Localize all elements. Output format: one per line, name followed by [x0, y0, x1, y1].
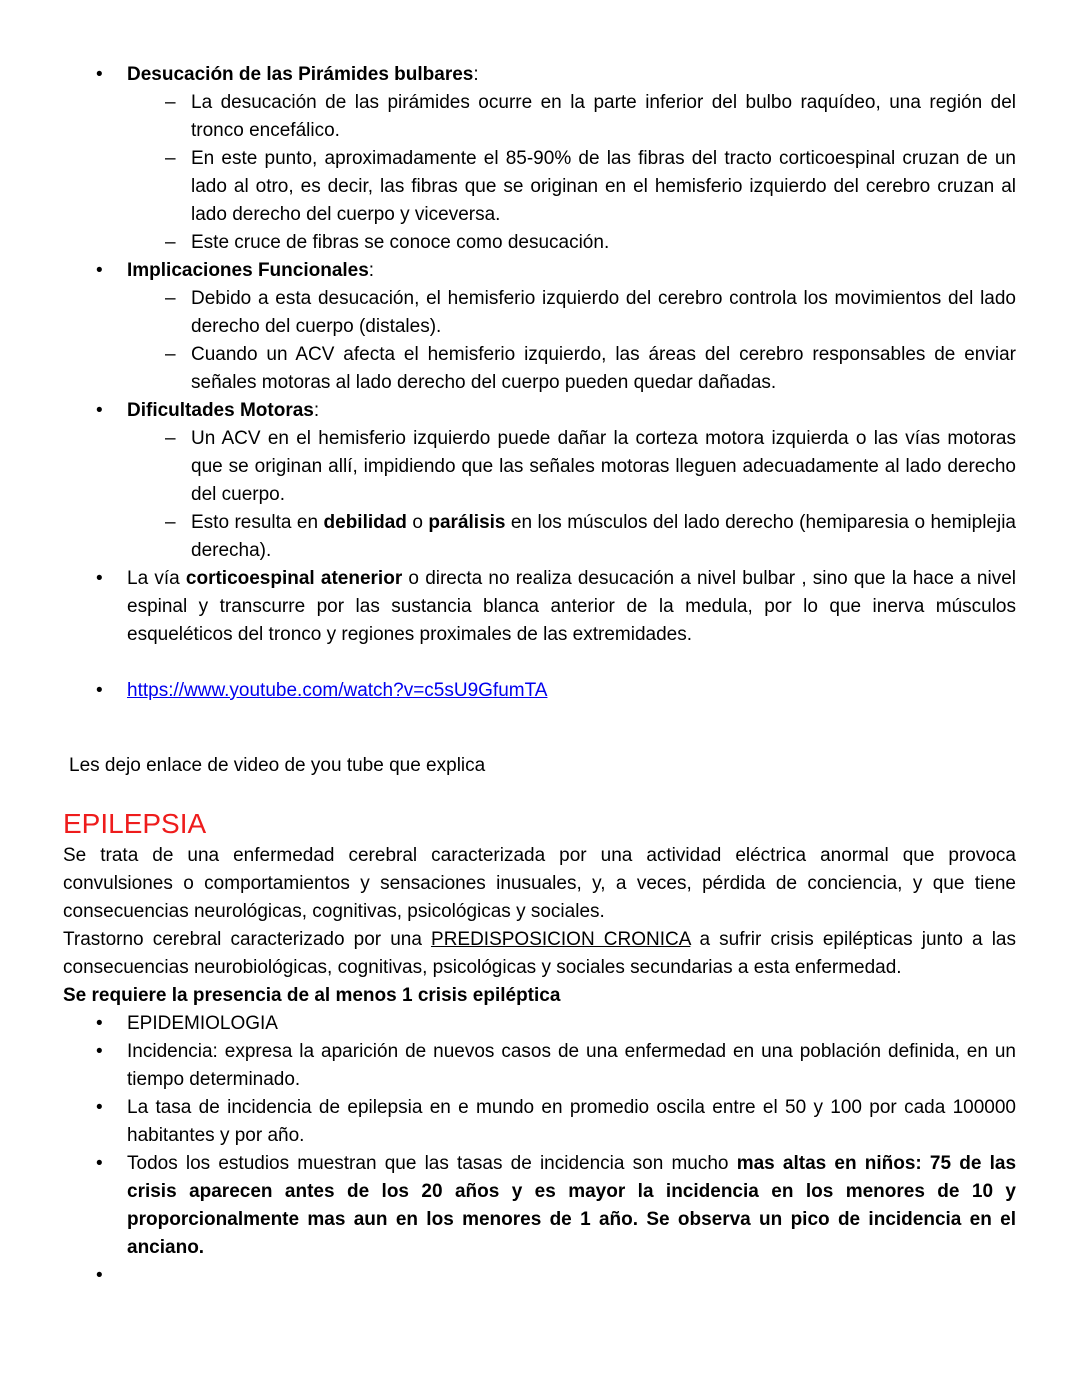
- sub-bullet-item: [63, 425, 1016, 509]
- sub-bullet-item: [63, 229, 1016, 257]
- bullet-item: [63, 1094, 1016, 1150]
- bullet-item: [63, 1150, 1016, 1262]
- youtube-link[interactable]: https://www.youtube.com/watch?v=c5sU9GfumTA: [127, 680, 548, 701]
- text-run: En este punto, aproximadamente el 85-90% de las fibras del tracto corticoespinal cruzan de un lado al otro, es decir, las fibras que se originan en el hemisferio izquierdo del cerebro cruzan al lado derecho del cuerpo y viceversa.: [191, 148, 1016, 225]
- text-run: en los músculos del lado derecho (hemiparesia o hemiplejia derecha).: [191, 512, 1016, 561]
- text-run: Esto resulta en: [191, 512, 324, 533]
- blank-line: [63, 649, 1016, 677]
- text-run: Cuando un ACV afecta el hemisferio izquierdo, las áreas del cerebro responsables de enviar señales motoras al lado derecho del cuerpo pueden quedar dañadas.: [191, 344, 1016, 393]
- note-text: [63, 752, 1016, 780]
- section-heading: [63, 808, 1016, 840]
- bold-text: mas altas en niños: 75 de las crisis aparecen antes de los 20 años y es mayor la incidencia en los menores de 10 y proporcionalmente mas aun en los menores de 1 año. Se observa un pico de incidencia en el anciano.: [127, 1153, 1017, 1258]
- bullet-item: [63, 61, 1016, 89]
- text-run: Incidencia: expresa la aparición de nuevos casos de una enfermedad en una población definida, en un tiempo determinado.: [127, 1041, 1016, 1090]
- sub-bullet-item: [63, 509, 1016, 565]
- text-run: La tasa de incidencia de epilepsia en e mundo en promedio oscila entre el 50 y 100 por cada 100000 habitantes y por año.: [127, 1097, 1016, 1146]
- text-run: Trastorno cerebral caracterizado por una: [63, 929, 432, 950]
- text-run: o directa no realiza desucación a nivel bulbar , sino que la hace a nivel espinal y transcurre por las sustancia blanca anterior de la medula, por lo que inerva músculos esqueléticos del tronco y regiones proximales de las extremidades.: [127, 568, 1016, 645]
- bold-text: debilidad: [323, 512, 407, 533]
- sub-bullet-item: [63, 341, 1016, 397]
- bold-text: corticoespinal atenerior: [185, 568, 403, 589]
- text-run: :: [368, 260, 375, 281]
- text-run: PREDISPOSICION CRONICA: [431, 929, 691, 950]
- text-run: :: [473, 64, 479, 85]
- bullet-item: [63, 257, 1016, 285]
- text-run: Todos los estudios muestran que las tasas de incidencia son mucho: [127, 1153, 737, 1174]
- text-run: a sufrir crisis epilépticas junto a las consecuencias neurobiológicas, cognitivas, psicológicas y sociales secundarias a esta enfermedad.: [63, 929, 1016, 978]
- bullet-item: [63, 397, 1016, 425]
- text-run: Se trata de una enfermedad cerebral caracterizada por una actividad eléctrica anormal que provoca convulsiones o comportamientos y sensaciones inusuales, y, a veces, pérdida de conciencia, y que tiene consecuencias neurológicas, cognitivas, psicológicas y sociales.: [63, 845, 1016, 922]
- bold-text: Se requiere la presencia de al menos 1 crisis epiléptica: [63, 985, 561, 1006]
- bullet-item: [63, 1038, 1016, 1094]
- bold-text: Desucación de las Pirámides bulbares: [127, 64, 474, 85]
- text-run: o: [406, 512, 429, 533]
- text-run: La vía: [127, 568, 186, 589]
- text-run: EPILEPSIA: [63, 808, 207, 839]
- text-run: La desucación de las pirámides ocurre en la parte inferior del bulbo raquídeo, una región del tronco encefálico.: [191, 92, 1016, 141]
- bold-text: Dificultades Motoras: [127, 400, 314, 421]
- sub-bullet-item: [63, 89, 1016, 145]
- text-run: Este cruce de fibras se conoce como desucación.: [191, 232, 610, 253]
- sub-bullet-item: [63, 145, 1016, 229]
- text-run: Debido a esta desucación, el hemisferio izquierdo del cerebro controla los movimientos del lado derecho del cuerpo (distales).: [191, 288, 1016, 337]
- bullet-item: [63, 565, 1016, 649]
- paragraph: [63, 842, 1016, 926]
- text-run: :: [313, 400, 320, 421]
- paragraph: [63, 926, 1016, 982]
- paragraph: [63, 982, 1016, 1010]
- sub-bullet-item: [63, 285, 1016, 341]
- text-run: Les dejo enlace de video de you tube que explica: [69, 755, 486, 776]
- bold-text: parálisis: [428, 512, 506, 533]
- document-body: [63, 61, 1016, 1290]
- bullet-item: [63, 677, 1016, 705]
- text-run: Un ACV en el hemisferio izquierdo puede dañar la corteza motora izquierda o las vías motoras que se originan allí, impidiendo que las señales motoras lleguen adecuadamente al lado derecho del cuerpo.: [191, 428, 1016, 505]
- bullet-item: [63, 1010, 1016, 1038]
- bullet-item: [63, 1262, 1016, 1290]
- text-run: EPIDEMIOLOGIA: [127, 1013, 278, 1034]
- bold-text: Implicaciones Funcionales: [127, 260, 369, 281]
